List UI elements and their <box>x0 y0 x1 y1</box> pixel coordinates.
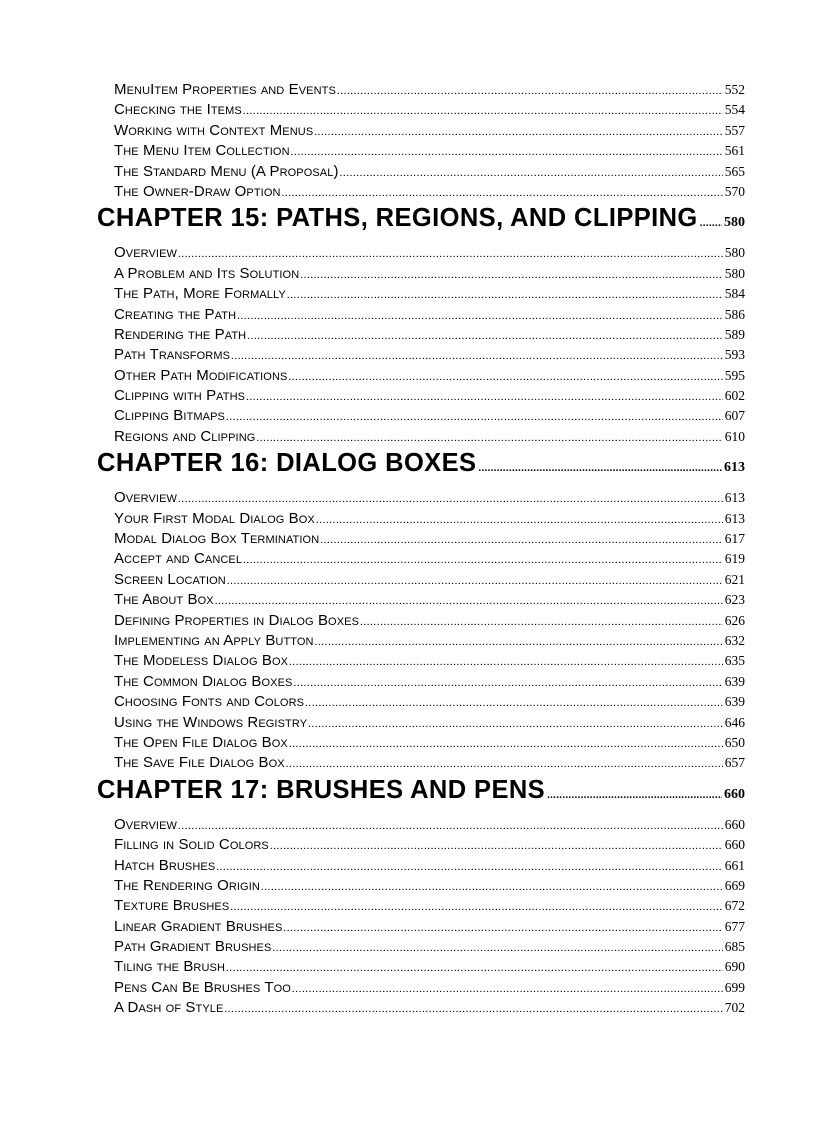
toc-entry-title: A Dash of Style <box>114 999 224 1017</box>
toc-entry-page: 619 <box>724 551 745 567</box>
dot-leader <box>292 983 723 995</box>
toc-entry-page: 657 <box>724 755 745 771</box>
dot-leader <box>216 861 722 873</box>
toc-entry[interactable] <box>114 652 745 672</box>
dot-leader <box>256 432 722 444</box>
toc-entry-page: 561 <box>724 143 745 159</box>
toc-entry-title: The Owner-Draw Option <box>114 182 281 200</box>
toc-entry-page: 626 <box>724 612 745 628</box>
toc-entry-page: 584 <box>724 286 745 302</box>
toc-entry[interactable] <box>114 530 745 550</box>
dot-leader <box>305 697 723 709</box>
dot-leader <box>178 820 723 832</box>
toc-entry[interactable] <box>114 550 745 570</box>
toc-entry[interactable] <box>114 306 745 326</box>
chapter-title: CHAPTER 15: PATHS, REGIONS, AND CLIPPING <box>97 204 698 233</box>
dot-leader <box>340 167 723 179</box>
toc-entry-page: 621 <box>724 571 745 587</box>
dot-leader <box>227 575 723 587</box>
chapter-page: 580 <box>724 215 745 231</box>
toc-entry-title: MenuItem Properties and Events <box>114 81 336 98</box>
toc-entry-page: 595 <box>724 367 745 383</box>
dot-leader <box>243 554 723 566</box>
toc-entry[interactable] <box>114 428 745 448</box>
toc-entry-page: 639 <box>724 673 745 689</box>
toc-entry-title: The Modeless Dialog Box <box>114 652 289 670</box>
toc-entry[interactable] <box>114 612 745 632</box>
dot-leader <box>478 462 722 474</box>
toc-entry-title: Filling in Solid Colors <box>114 836 269 854</box>
toc-entry-title: Clipping Bitmaps <box>114 407 225 425</box>
toc-entry-title: Accept and Cancel <box>114 550 243 568</box>
toc-entry[interactable] <box>114 591 745 611</box>
dot-leader <box>287 289 723 301</box>
toc-entry-page: 586 <box>724 306 745 322</box>
dot-leader <box>308 718 723 730</box>
toc-entry[interactable] <box>114 714 745 734</box>
dot-leader <box>283 922 722 934</box>
chapter-heading[interactable] <box>97 449 745 489</box>
toc-entry-page: 570 <box>724 183 745 199</box>
toc-entry[interactable] <box>114 244 745 264</box>
toc-entry-title: Regions and Clipping <box>114 427 256 445</box>
toc-entry[interactable] <box>114 81 745 101</box>
dot-leader <box>243 105 723 117</box>
toc-entry[interactable] <box>114 101 745 121</box>
chapter-title: CHAPTER 16: DIALOG BOXES <box>97 449 477 478</box>
toc-entry[interactable] <box>114 958 745 978</box>
toc-entry-page: 610 <box>724 428 745 444</box>
toc-entry-page: 702 <box>724 1000 745 1016</box>
toc-entry-page: 690 <box>724 959 745 975</box>
toc-entry-title: Using the Windows Registry <box>114 713 308 731</box>
dot-leader <box>178 493 723 505</box>
dot-leader <box>224 1003 722 1015</box>
toc-entry-page: 602 <box>724 388 745 404</box>
toc-entry-title: Overview <box>114 244 177 262</box>
toc-entry[interactable] <box>114 367 745 387</box>
toc-entry-page: 661 <box>724 857 745 873</box>
toc-entry-title: The Path, More Formally <box>114 285 286 303</box>
toc-entry-title: A Problem and Its Solution <box>114 264 300 282</box>
toc-entry[interactable] <box>114 877 745 897</box>
toc-entry-page: 589 <box>724 326 745 342</box>
toc-entry-page: 699 <box>724 979 745 995</box>
chapter-heading[interactable] <box>97 776 745 816</box>
toc-entry-title: Overview <box>114 489 177 507</box>
chapter-16-section <box>97 449 745 774</box>
toc-entry-page: 593 <box>724 347 745 363</box>
toc-entry-title: Your First Modal Dialog Box <box>114 509 315 527</box>
dot-leader <box>316 514 723 526</box>
toc-entry[interactable] <box>114 734 745 754</box>
toc-entry-title: Rendering the Path <box>114 325 247 343</box>
toc-entry-page: 632 <box>724 632 745 648</box>
toc-entry-page: 672 <box>724 898 745 914</box>
toc-entry-title: The Open File Dialog Box <box>114 733 288 751</box>
dot-leader <box>360 616 723 628</box>
dot-leader <box>230 901 722 913</box>
dot-leader <box>178 248 723 260</box>
toc-entry-title: Clipping with Paths <box>114 387 246 405</box>
toc-entry-title: Choosing Fonts and Colors <box>114 693 305 711</box>
toc-entry-page: 623 <box>724 592 745 608</box>
toc-entry[interactable] <box>114 285 745 305</box>
preamble-entries <box>114 81 745 203</box>
toc-entry-title: Overview <box>114 815 177 833</box>
toc-entry-title: Tiling the Brush <box>114 958 226 976</box>
toc-entry[interactable] <box>114 979 745 999</box>
toc-entry-title: The Save File Dialog Box <box>114 754 285 772</box>
dot-leader <box>288 371 722 383</box>
toc-entry[interactable] <box>114 816 745 836</box>
toc-entry-title: The Rendering Origin <box>114 876 260 894</box>
toc-entry[interactable] <box>114 999 745 1019</box>
toc-entry[interactable] <box>114 632 745 652</box>
toc-entry-page: 613 <box>724 490 745 506</box>
toc-entry[interactable] <box>114 938 745 958</box>
toc-entry[interactable] <box>114 387 745 407</box>
toc-entry-title: Hatch Brushes <box>114 856 216 874</box>
toc-entry-page: 565 <box>724 163 745 179</box>
toc-entry[interactable] <box>114 489 745 509</box>
toc-entry[interactable] <box>114 510 745 530</box>
dot-leader <box>270 840 723 852</box>
toc-entry-page: 660 <box>724 837 745 853</box>
toc-entry-page: 669 <box>724 877 745 893</box>
toc-entry[interactable] <box>114 183 745 203</box>
toc-entry-title: Checking the Items <box>114 101 242 119</box>
dot-leader <box>337 85 723 97</box>
toc-entry-title: Linear Gradient Brushes <box>114 917 283 935</box>
toc-entry-title: Pens Can Be Brushes Too <box>114 978 291 996</box>
toc-entry[interactable] <box>114 122 745 142</box>
toc-entry-page: 554 <box>724 102 745 118</box>
dot-leader <box>237 310 723 322</box>
toc-entry-page: 617 <box>724 531 745 547</box>
toc-entry[interactable] <box>114 918 745 938</box>
toc-entry[interactable] <box>114 265 745 285</box>
dot-leader <box>320 534 723 546</box>
toc-entry[interactable] <box>114 857 745 877</box>
dot-leader <box>700 217 722 229</box>
toc-entry-page: 552 <box>724 82 745 97</box>
dot-leader <box>226 411 723 423</box>
toc-entry-title: Texture Brushes <box>114 897 230 915</box>
dot-leader <box>215 595 723 607</box>
table-of-contents <box>97 81 745 1020</box>
toc-entry[interactable] <box>114 163 745 183</box>
toc-entry-title: Path Gradient Brushes <box>114 938 272 956</box>
dot-leader <box>226 962 723 974</box>
dot-leader <box>261 881 723 893</box>
dot-leader <box>231 350 723 362</box>
toc-entry-title: Other Path Modifications <box>114 366 288 384</box>
chapter-page: 613 <box>724 460 745 476</box>
toc-entry-page: 639 <box>724 694 745 710</box>
toc-entry-title: Screen Location <box>114 570 226 588</box>
toc-entry-title: The Common Dialog Boxes <box>114 672 293 690</box>
toc-entry-page: 557 <box>724 122 745 138</box>
dot-leader <box>314 126 722 138</box>
toc-entry-page: 580 <box>724 245 745 261</box>
toc-entry-title: Path Transforms <box>114 346 231 364</box>
toc-entry[interactable] <box>114 571 745 591</box>
dot-leader <box>547 789 722 801</box>
toc-entry[interactable] <box>114 836 745 856</box>
toc-entry[interactable] <box>114 142 745 162</box>
toc-entry-title: Working with Context Menus <box>114 121 314 139</box>
toc-entry-page: 660 <box>724 816 745 832</box>
toc-entry-page: 580 <box>724 265 745 281</box>
toc-entry-title: Implementing an Apply Button <box>114 631 314 649</box>
toc-entry[interactable] <box>114 673 745 693</box>
chapter-title: CHAPTER 17: BRUSHES AND PENS <box>97 775 546 804</box>
toc-entry-title: Defining Properties in Dialog Boxes <box>114 611 360 629</box>
toc-entry[interactable] <box>114 693 745 713</box>
dot-leader <box>286 758 723 770</box>
dot-leader <box>294 677 723 689</box>
chapter-15-section <box>97 204 745 448</box>
chapter-17-section <box>97 775 745 1020</box>
toc-entry[interactable] <box>114 326 745 346</box>
dot-leader <box>300 269 722 281</box>
chapter-heading[interactable] <box>97 204 745 244</box>
toc-entry[interactable] <box>114 346 745 366</box>
toc-entry-page: 677 <box>724 918 745 934</box>
dot-leader <box>315 636 723 648</box>
toc-entry-page: 650 <box>724 734 745 750</box>
dot-leader <box>291 146 723 158</box>
toc-entry-page: 646 <box>724 714 745 730</box>
dot-leader <box>289 738 723 750</box>
dot-leader <box>289 656 723 668</box>
dot-leader <box>272 942 722 954</box>
toc-entry-page: 635 <box>724 653 745 669</box>
toc-entry[interactable] <box>114 754 745 774</box>
toc-entry-page: 607 <box>724 408 745 424</box>
toc-entry-page: 685 <box>724 939 745 955</box>
toc-entry[interactable] <box>114 407 745 427</box>
toc-entry[interactable] <box>114 897 745 917</box>
toc-entry-title: The Standard Menu (A Proposal) <box>114 162 339 180</box>
dot-leader <box>247 330 723 342</box>
dot-leader <box>282 187 723 199</box>
toc-entry-title: The Menu Item Collection <box>114 142 290 160</box>
toc-entry-page: 613 <box>724 510 745 526</box>
toc-entry-title: The About Box <box>114 591 214 609</box>
toc-entry-title: Modal Dialog Box Termination <box>114 530 320 548</box>
chapter-page: 660 <box>724 786 745 802</box>
dot-leader <box>246 391 723 403</box>
toc-entry-title: Creating the Path <box>114 305 237 323</box>
